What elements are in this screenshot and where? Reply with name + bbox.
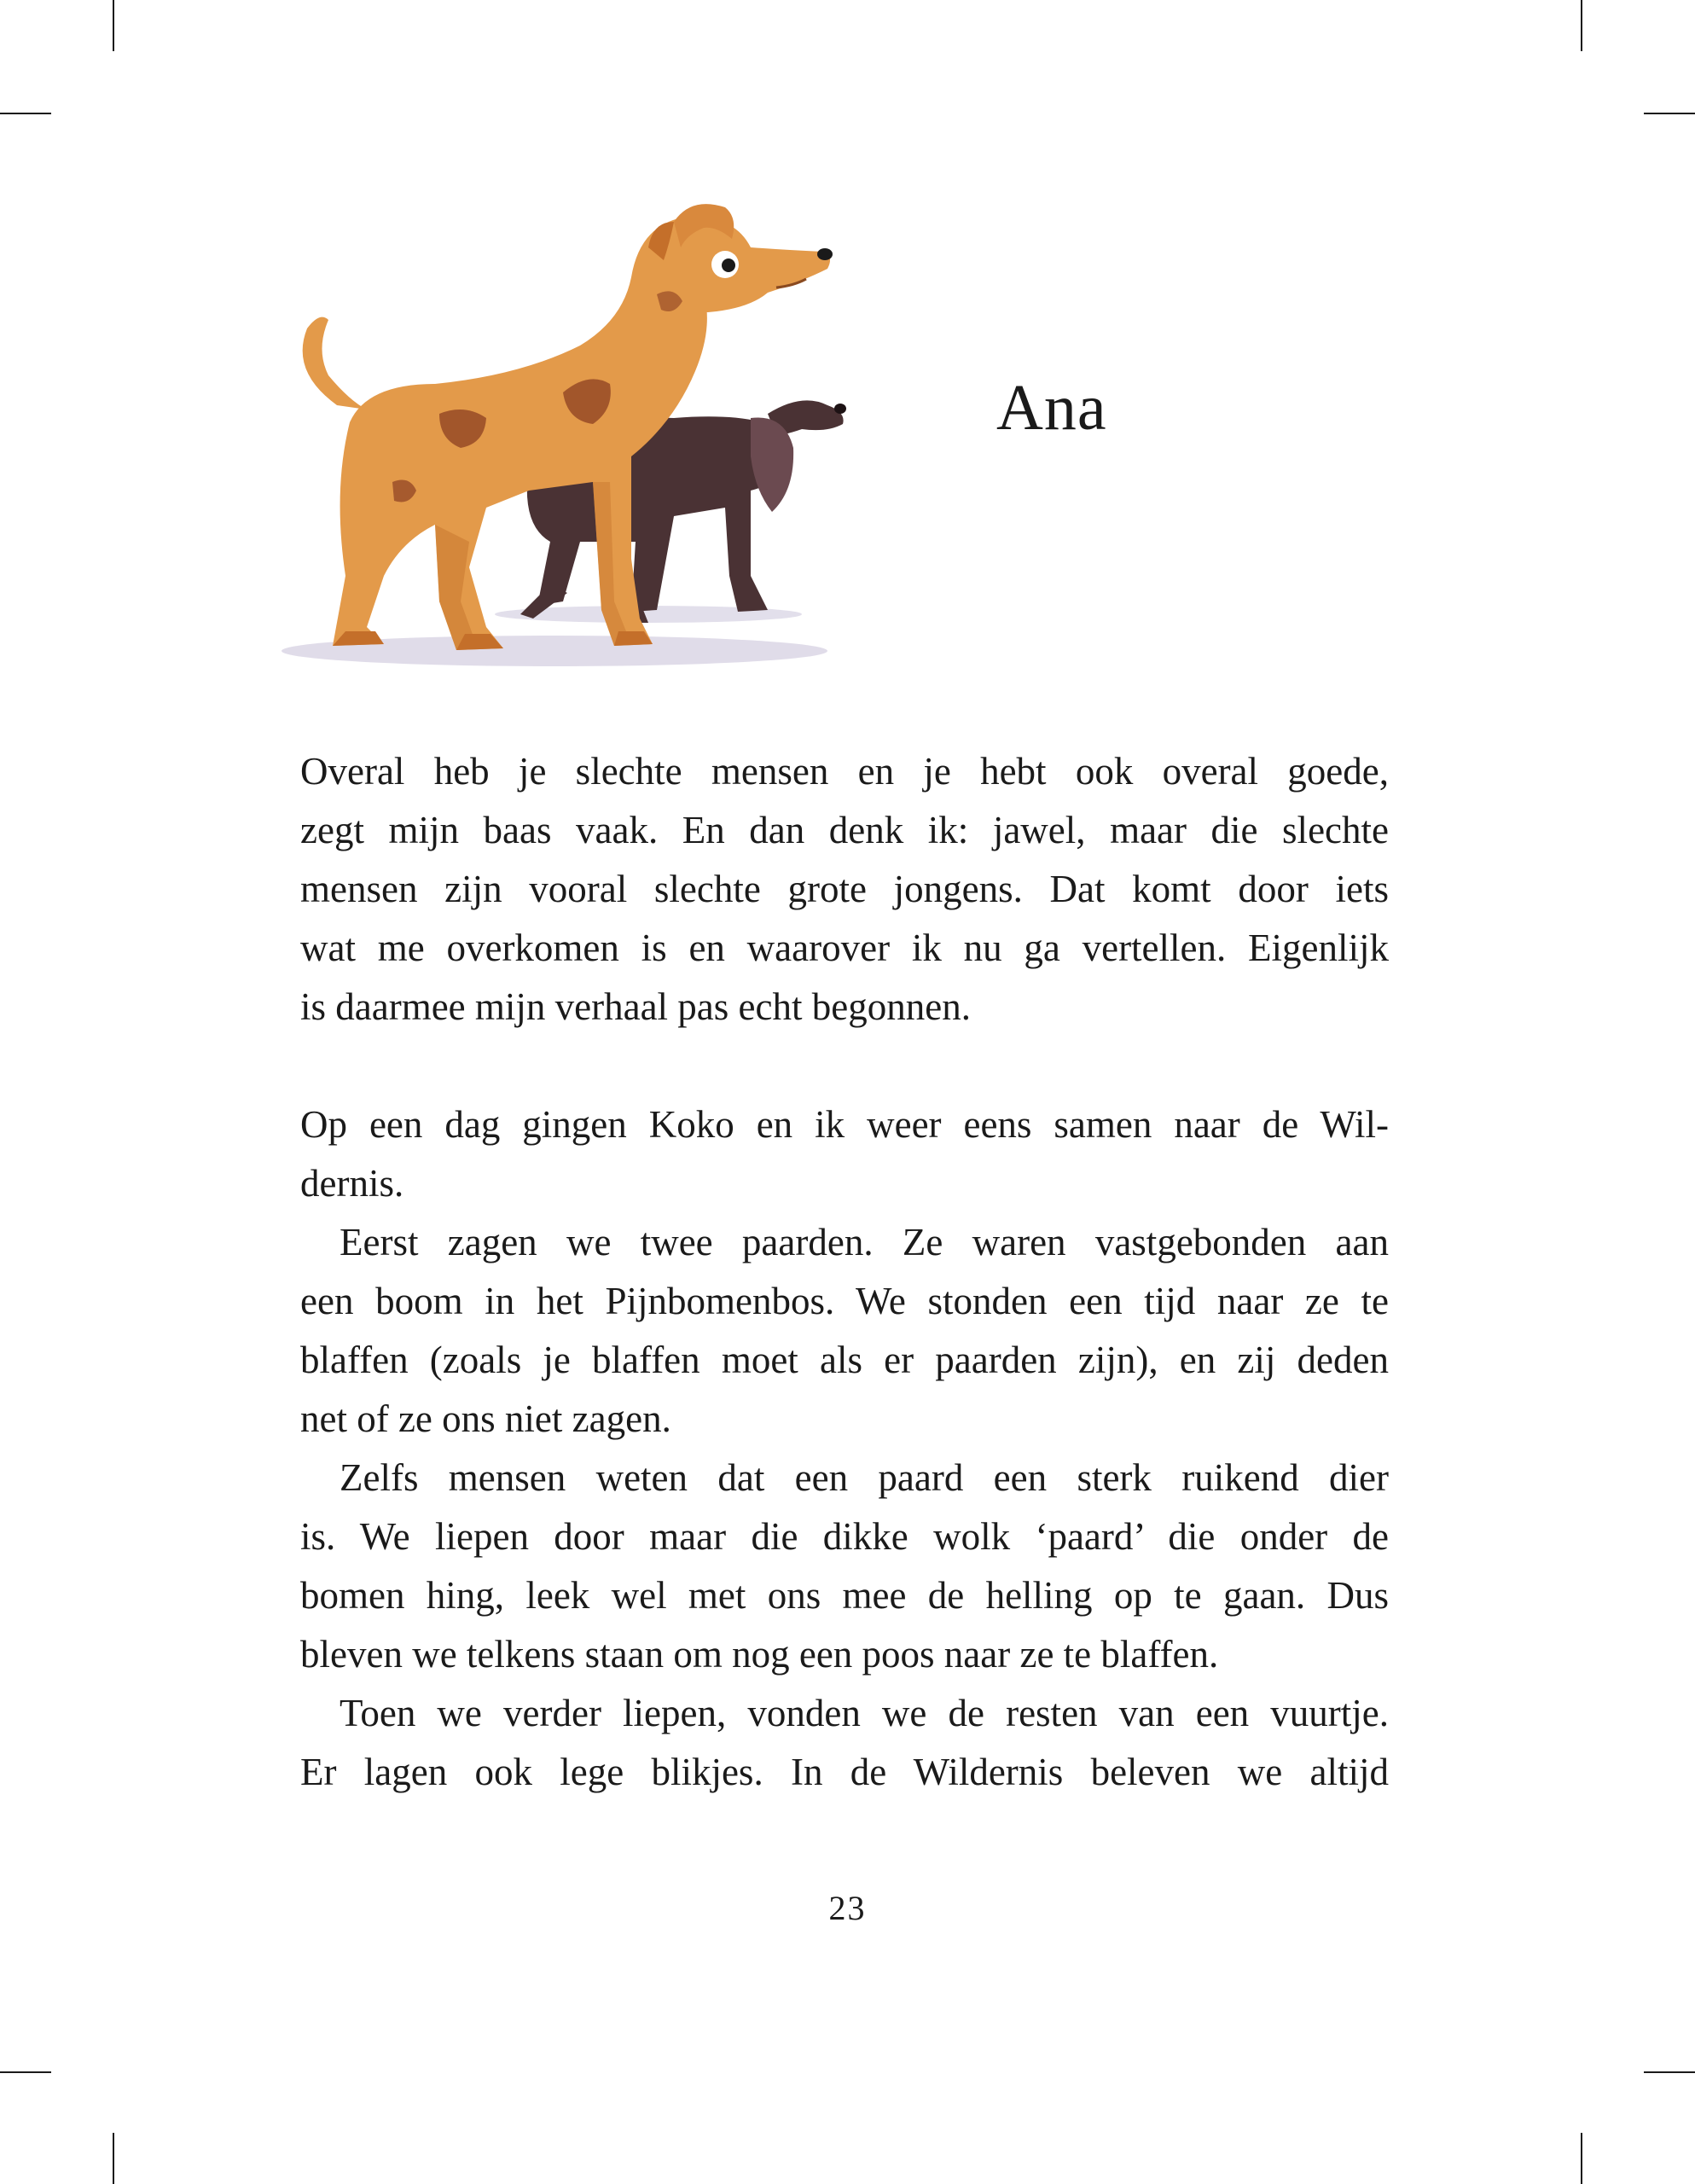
page-number: 23 xyxy=(828,1889,867,1927)
text-line: mensen zijn vooral slechte grote jongens. Dat komt door iets xyxy=(300,868,1389,910)
text-line: Er lagen ook lege blikjes. In de Wildernis beleven we altijd xyxy=(300,1751,1389,1793)
section-break xyxy=(300,1037,1389,1095)
crop-mark-top-right xyxy=(1581,0,1582,51)
crop-mark-left-bottom xyxy=(0,2071,51,2073)
crop-mark-left-top xyxy=(0,113,51,114)
text-line: is. We liepen door maar die dikke wolk ‘paard’ die onder de xyxy=(300,1515,1389,1558)
paragraph-3 xyxy=(300,1213,1389,1449)
two-dogs-illustration xyxy=(273,200,862,678)
text-line: Op een dag gingen Koko en ik weer eens samen naar de Wil- xyxy=(300,1103,1389,1146)
paragraph-5 xyxy=(300,1684,1389,1802)
chapter-title: Ana xyxy=(996,372,1107,444)
text-line: blaffen (zoals je blaffen moet als er paarden zijn), en zij deden xyxy=(300,1339,1389,1381)
text-line: wat me overkomen is en waarover ik nu ga vertellen. Eigenlijk xyxy=(300,926,1389,969)
text-line: Zelfs mensen weten dat een paard een sterk ruikend dier xyxy=(340,1456,1389,1499)
crop-mark-bottom-right xyxy=(1581,2133,1582,2184)
crop-mark-bottom-left xyxy=(113,2133,114,2184)
body-text xyxy=(300,742,1389,1802)
text-line: een boom in het Pijnbomenbos. We stonden een tijd naar ze te xyxy=(300,1280,1389,1322)
text-line: Toen we verder liepen, vonden we de resten van een vuurtje. xyxy=(340,1692,1389,1734)
text-line: bleven we telkens staan om nog een poos naar ze te blaffen. xyxy=(300,1633,1219,1676)
paragraph-2 xyxy=(300,1095,1389,1213)
paragraph-4 xyxy=(300,1449,1389,1684)
crop-mark-right-bottom xyxy=(1644,2071,1695,2073)
text-line: net of ze ons niet zagen. xyxy=(300,1397,671,1440)
crop-mark-top-left xyxy=(113,0,114,51)
paragraph-1 xyxy=(300,742,1389,1037)
text-line: is daarmee mijn verhaal pas echt begonnen. xyxy=(300,985,971,1028)
text-line: bomen hing, leek wel met ons mee de helling op te gaan. Dus xyxy=(300,1574,1389,1617)
text-line: zegt mijn baas vaak. En dan denk ik: jawel, maar die slechte xyxy=(300,809,1389,851)
crop-mark-right-top xyxy=(1644,113,1695,114)
text-line: dernis. xyxy=(300,1162,404,1205)
text-line: Overal heb je slechte mensen en je hebt ook overal goede, xyxy=(300,750,1389,793)
text-line: Eerst zagen we twee paarden. Ze waren vastgebonden aan xyxy=(340,1221,1389,1263)
